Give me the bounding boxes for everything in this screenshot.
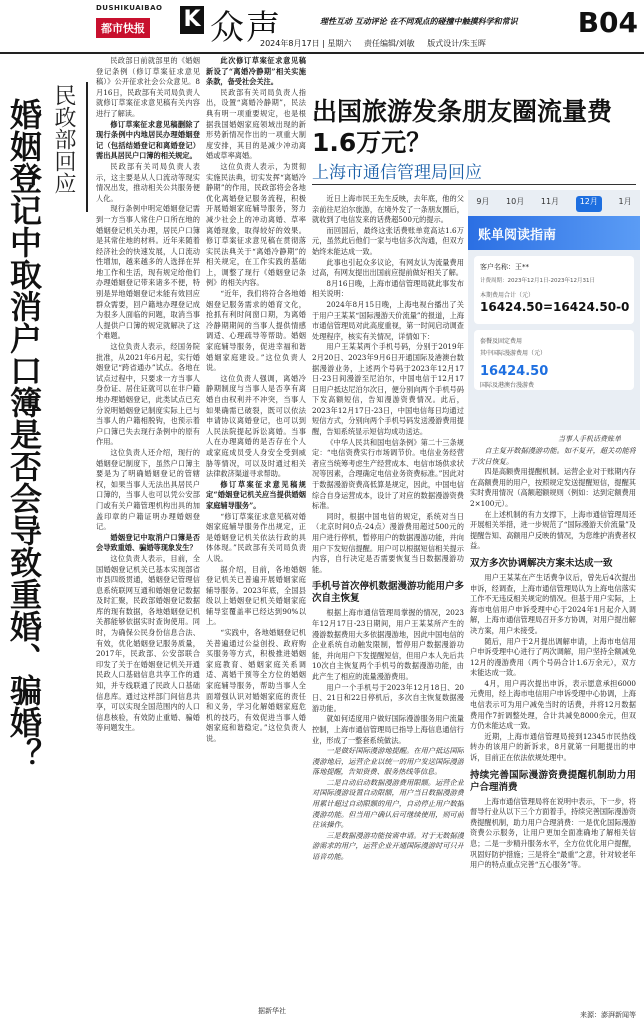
- bill-total-label: 本期费用合计（元）: [480, 292, 535, 299]
- paragraph: “实践中，各地婚姻登记机关普遍通过公益创投、政府购买服务等方式，积极推进婚姻家庭教育、婚姻家庭关系调适、离婚干预等全方位的婚姻家庭辅导服务，帮助当事人全面增强认识对婚姻家庭的责任和义务，学习化解婚姻家庭危机的技巧，有效促进当事人婚姻家庭和谐稳定。”这位负责人说。: [206, 628, 306, 743]
- paragraph: “修订草案征求意见稿对婚姻家庭辅导服务作出规定，正是婚姻登记机关依法行政的具体体现。”民政部有关司局负责人说。: [206, 511, 306, 563]
- paragraph: 根据上海市通信管理局掌握的情况，2023年12月17日-23日期间，用户王某某所产生的漫游数据费用大多依据漫游地，因此中国电信的企业系统自动触发限制，暂停用户数据漫游功能，并向用户下发提醒短信，但用户本人先后共10次自主恢复两个手机号的数据漫游功能，由此产生了相应的流量漫游费用。: [312, 608, 464, 681]
- paragraph: 据介绍，目前，各地婚姻登记机关已普遍开展婚姻家庭辅导服务。2023年底，全国县级以上婚姻登记机关婚姻家庭辅导室覆盖率已经达到90%以上。: [206, 564, 306, 627]
- bill-detail-card: [474, 330, 634, 390]
- paragraph: 四是高额费用提醒机制。运营企业对于账期内存在高额费用的用户，按照规定发送提醒短信，提醒其实时费用情况（高额超额规则（例如：达到定额费用2×100元）。: [470, 467, 636, 508]
- bill-row-3: 国际及港澳台漫游费: [480, 382, 535, 389]
- paragraph: 上海市通信管理局将在说明中表示，下一步，将督导行业从以下三个方面着手，持续完善国际漫游资费提醒机制，助力用户合理消费：一是优化国际漫游资费公示服务，让用户更加全面准确地了解相关信息；二是一步精升服务水平，全方位优化用户提醒，巩固好防护措施；三是将全“最重”之意，针对较老年用户的特点重点完善“五心服务”等。: [470, 796, 636, 870]
- paragraph: 用户一个手机号于2023年12月18日、20日、21日和22日停机后，多次自主恢复数据漫游功能。: [312, 682, 464, 713]
- month-tab[interactable]: 10月: [506, 197, 525, 206]
- paragraph: 二是自动启动数据漫游费用限额。运营企业对国际漫游设置自动限额，用户当日数据漫游费用累计超过自动限额的用户，自动停止用户数据漫游功能。但当用户确认后可继续使用，则可前往该操作。: [312, 777, 464, 830]
- section-title: 众声: [210, 8, 282, 48]
- paragraph: 自主复开数据漫游功能。如不复开，超关功能将于次日恢复。: [470, 446, 636, 466]
- paragraph: 修订草案征求意见稿规定“婚姻登记机关应当提供婚姻家庭辅导服务”。: [206, 479, 306, 510]
- paragraph: 这位负责人表示，目前，全国婚姻登记机关已基本实现部省市县四级贯通，婚姻登记管理信息系统联网互通和婚姻登记数据及时汇聚，民政部婚姻登记数据库的现有数据，各地婚姻登记机关都能够依据实时查询使用。同时，为确保公民身份信息合法、有效，优化婚姻登记服务质量，2017年，民政部、公安部联合印发了关于在婚姻登记机关开通民政人口基础信息共享工作的通知，并专线联通了民政人口基础信息库。通过这样部门间信息共享，可以实现全国范围内的人口信息核验，有效防止重婚、骗婚等问题发生。: [96, 553, 200, 733]
- headline-rule: [312, 184, 636, 185]
- left-article-column-2: [206, 56, 306, 1008]
- issue-date: 2024年8月17日 | 星期六: [260, 39, 352, 48]
- paragraph: 《中华人民共和国电信条例》第二十三条规定：“电信资费实行市场调节价。电信业务经营者应当统筹考虑生产经营成本、电信市场供求状况等因素，合理确定电信业务资费标准。”因此对于数据漫游资费高低算是规定，因此，中国电信综合自身运营成本，设计了对应的数据漫游资费标准。: [312, 437, 464, 511]
- month-tab[interactable]: 12月: [576, 196, 602, 212]
- paragraph: 在上述机制的有力支撑下，上海市通信管理局还开展相关举措，进一步规范了“国际漫游天价流量”及提醒告知、高额用户反映的情况，为您维护消费者权益。: [470, 509, 636, 551]
- bill-row-2: 其中国际漫游费用（元）: [480, 350, 547, 357]
- paragraph: 这位负责人还介绍，现行的婚姻登记制度下，虽然户口簿主要是为了明确婚姻登记的管辖权，如果当事人无法出具居民户口簿的，当事人也可以凭公安部门或有关户籍管理机构出具的加盖印章的户籍证明办理婚姻登记。: [96, 447, 200, 532]
- bill-customer: 客户名称：王**: [480, 263, 529, 271]
- bill-summary-card: [474, 256, 634, 324]
- paragraph: 而回国后，最终这张话费账单竟高达1.6万元，虽然此后他们一家与电信多次沟通，但双方始终未能达成一致。: [312, 225, 464, 256]
- bill-screenshot: [468, 190, 640, 430]
- paragraph: 同时，根据中国电信的规定，系统对当日（北京时间0点-24点）漫游费用超过500元的用户进行停机，暂停用户的数据漫游功能，并向用户下发短信提醒。用户可以根据短信相关提示内容，自行决定是否需要恢复当日数据漫游功能。: [312, 511, 464, 574]
- paragraph: 婚姻登记中取消户口簿是否会导致重婚、骗婚等现象发生？: [96, 532, 200, 553]
- paragraph: 近日上海市民王先生反映，去年底，他的父亲前往尼泊尔旅游，在境外发了一条朋友圈后，就收到了电信发来的话费超500元的提示。: [312, 194, 464, 225]
- paragraph: 2024年8月15日晚，上海电视台播出了关于用户王某某“国际漫游天价流量”的报道，上海市通信管理局对此高度重视，第一时间启动调查处理程序，核实有关情况，详情如下：: [312, 299, 464, 341]
- paragraph: 现行条例中明定婚姻登记需到一方当事人常住户口所在地的婚姻登记机关办理，居民户口簿是其常住地的材料。近年来随着经济社会的快速发展，人口流动性增加，越来越多的人选择在异地工作和生活，现有规定给他们办理婚姻登记带来诸多不便，特别是异地婚姻登记未能有效回应群众需要，回户籍地办理登记成为很多人面临的问题，取消当事人提供户口簿的规定就解决了这个难题。: [96, 204, 200, 341]
- paragraph: 4月，用户再次提出申诉，表示愿意承担6000元费用，经上海市电信用户申诉受理中心协调，上海电信表示可为用户减免当时的话费，并将12月数据费用作7折调整处理，合计共减免8000余元，但双方仍未能达成一致。: [470, 678, 636, 731]
- paragraph: 8月16日晚，上海市通信管理局就此事发布相关说明：: [312, 278, 464, 299]
- paragraph: 用户王某某两个手机号码，分别于2019年2月20日、2023年9月6日开通国际及港澳台数据漫游业务，上述两个号码于2023年12月17日-23日间漫游至尼泊尔，中国电信于12月17日用户抵达尼泊尔次日，便分别向两个手机号码下发高额短信，告知漫游资费情况。此后，2023年12月17日-23日，中国电信每日均通过短信方式，分别向两个手机号码发送漫游费用提醒，告知系统显示短信均成功送达。: [312, 342, 464, 437]
- paragraph: 民政部有关司局负责人表示，这主要是从人口流动等现实情况出发，推动相关公共服务便人化。: [96, 161, 200, 203]
- paragraph: 三是数据漫游功能按需申请。对于无数据漫游需求的用户，运营企业开通国际漫游时可只开语音功能。: [312, 830, 464, 862]
- newspaper-logo: [96, 4, 174, 40]
- right-subheadline: 上海市通信管理局回应: [312, 163, 482, 183]
- paragraph: 近期，上海市通信管理局接到12345市民热线转办的该用户的新诉求，8月就第一问题提出的申诉，目前正在依法依规处理中。: [470, 731, 636, 763]
- paragraph: 这位负责人表示，经国务院批准，从2021年6月起，实行婚姻登记“跨省通办”试点。各地在试点过程中，只要求一方当事人身份证、居住证就可以在非户籍地办理婚姻登记，此类试点已充分说明婚姻登记制度实际上已与当事人的户籍相脱钩，也预示着户口簿已失去现行条例中的原有作用。: [96, 342, 200, 447]
- right-article-column-2: [470, 446, 636, 1004]
- right-headline: 出国旅游发条朋友圈流量费1.6万元？: [312, 97, 613, 157]
- paragraph: 一是做好国际漫游地提醒。在用户抵达国际漫游地后，运营企业以统一的用户发送国际漫游落地提醒，告知资费、服务热线等信息。: [312, 746, 464, 777]
- page-number: B04: [577, 6, 638, 39]
- kicker-divider: [86, 82, 88, 212]
- article-source: 来源：澎湃新闻等: [580, 1011, 636, 1019]
- paragraph: 此次修订草案征求意见稿新设了“离婚冷静期”相关实施条款，备受社会关注。: [206, 56, 306, 87]
- designer-credit: 版式设计/朱玉晖: [427, 39, 486, 48]
- section-slogan: 理性互动 互动评论 在不同观点的碰撞中触摸科学和常识: [320, 17, 518, 26]
- left-headline: 婚姻登记中取消户口簿是否会导致重婚、骗婚？: [5, 98, 43, 770]
- bill-total-value: 16424.50=16424.50-0: [480, 300, 630, 314]
- paragraph: “近年，我们将符合各地婚姻登记服务需求的婚育文化，抢抓有利时间窗口期，为离婚冷静期期间的当事人提供情感调适、心理疏导等帮助。婚姻家庭辅导服务，促进幸福和谐婚姻家庭建设。”这位负责人说。: [206, 289, 306, 373]
- dateline: [260, 38, 496, 49]
- section-subhead: 手机号首次停机数据漫游功能用户多次自主恢复: [312, 581, 464, 605]
- paragraph: 这位负责人表示，为贯彻实施民法典，切实发挥“离婚冷静期”的作用，民政部将会各地优化离婚登记服务流程，积极开展婚姻家庭辅导服务，努力减少社会上的冲动离婚、草率离婚现象，取得较好的效果。修订草案征求意见稿在贯彻落实民法典关于“离婚冷静期”的相关规定，在工作实践的基础上，调整了现行《婚姻登记条例》的相关内容。: [206, 161, 306, 288]
- bill-period: 计费周期：2023年12月1日-2023年12月31日: [480, 278, 595, 284]
- left-article-column-1: [96, 56, 200, 1008]
- bill-row-1: 套餐及固定费用: [480, 338, 523, 345]
- logo-chinese: 都市快报: [96, 18, 150, 38]
- masthead: [0, 0, 644, 54]
- paragraph: 修订草案征求意见稿删除了现行条例中内地居民办理婚姻登记（包括结婚登记和离婚登记）需出具居民户口簿的相关规定。: [96, 119, 200, 161]
- paragraph: 随后，用户于2月提出调解申请，上海市电信用户申诉受理中心进行了两次调解，用户坚持全额减免12月的漫游费用（两个号码合计1.6万余元），双方未能达成一致。: [470, 636, 636, 678]
- paragraph: 民政部有关司局负责人指出，设置“离婚冷静期”，民法典有明一项重要规定，也是根据我国婚姻家庭领域出现的新形势新情况作出的一项重大制度安排，其目的是减少冲动离婚或草率离婚。: [206, 87, 306, 161]
- bill-banner-title: 账单阅读指南: [478, 228, 557, 243]
- paragraph: 用户王某某在产生话费争议后，曾先后4次提出申诉，经调查，上海市通信管理局认为上海电信落实工作不无违反相关规定的情况。但基于用户实际，上海市电信用户申诉受理中心于2024年1月起介入调解，上海市通信管理局召开多方协调，对用户提出解决方案，用户未接受。: [470, 572, 636, 635]
- logo-english: DUSHIKUAIBAO: [96, 4, 163, 12]
- month-tabs: [468, 196, 640, 212]
- month-tab[interactable]: 9月: [476, 197, 490, 206]
- editor-credit: 责任编辑/刘敏: [363, 39, 415, 48]
- section-subhead: 持续完善国际漫游资费提醒机制助力用户合理消费: [470, 769, 636, 793]
- right-article-column-1: [312, 194, 464, 1004]
- paragraph: 这位负责人强调，离婚冷静期制度与当事人是否享有离婚自由权利并不冲突，当事人如果确需已破裂，既可以依法申请协议离婚登记，也可以到人民法院提起诉讼离婚。当事人在办理离婚的是否存在个人或家庭成员受人身安全受到威胁等情况，可以及时通过相关法律救济渠道寻求帮助。: [206, 373, 306, 479]
- bill-banner: [468, 216, 640, 250]
- paragraph: 民政部日前就部里的《婚姻登记条例（修订草案征求意见稿）》公开征求社会公众意见。8月16日，民政部有关司局负责人就修订草案征求意见稿有关内容进行了解读。: [96, 56, 200, 118]
- month-tab[interactable]: 11月: [540, 197, 560, 206]
- section-subhead: 双方多次协调解决方案未达成一致: [470, 557, 613, 569]
- paragraph: 此事也引起众多议论，有网友认为流量费用过高，有网友提出出国前应提前做好相关了解。: [312, 257, 464, 278]
- k-logo-icon: K: [180, 6, 204, 34]
- month-tab[interactable]: 1月: [618, 197, 632, 206]
- bill-detail-value: 16424.50: [480, 364, 549, 379]
- left-byline: 据新华社: [258, 1007, 286, 1015]
- left-kicker: 民政部回应: [51, 84, 76, 194]
- paragraph: 就如何适度用户做好国际漫游服务用户流量控制，上海市通信管理局已指导上海信息通信行业，形成了一整套系统做法。: [312, 714, 464, 745]
- photo-caption: 当事人手机话费账单: [558, 435, 621, 443]
